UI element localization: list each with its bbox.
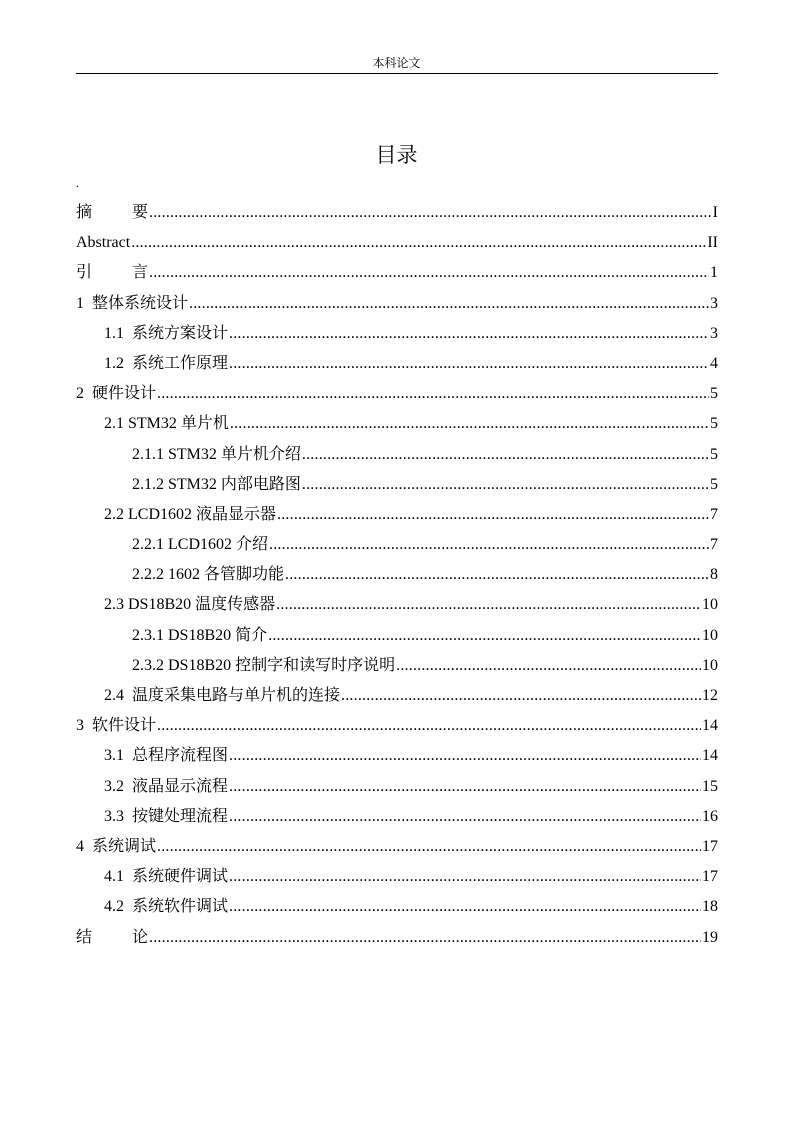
toc-entry-label — [76, 198, 148, 228]
toc-entry-number: 4 — [76, 837, 84, 855]
toc-entry-text: 温度采集电路与单片机的连接 — [132, 687, 341, 704]
toc-entry-label: 2.3 DS18B20 温度传感器 — [104, 596, 276, 614]
header-rule — [76, 73, 718, 74]
toc-entry-label — [104, 862, 228, 892]
toc-page-number: 3 — [710, 294, 718, 312]
toc-entry-number: 4.1 — [104, 868, 124, 886]
toc-entry-section-2-2[interactable] — [76, 500, 718, 530]
toc-entry-text: 系统软件调试 — [132, 898, 229, 916]
toc-leader-dots — [157, 832, 701, 862]
toc-entry-label-char: 结 — [76, 928, 93, 946]
toc-entry-label — [76, 711, 156, 741]
toc-page-number: 17 — [702, 868, 718, 886]
toc-entry-label-char: 要 — [132, 204, 149, 221]
toc-entry-label — [104, 349, 228, 379]
toc-entry-label — [76, 923, 148, 953]
toc-leader-dots — [396, 651, 701, 681]
toc-leader-dots — [229, 772, 701, 802]
toc-leader-dots — [131, 228, 706, 258]
toc-page-number: II — [707, 234, 718, 252]
toc-page-number: 5 — [710, 445, 718, 463]
toc-entry-introduction[interactable] — [76, 258, 718, 288]
toc-entry-section-2-3-2[interactable] — [76, 651, 718, 681]
toc-entry-text: 系统硬件调试 — [132, 868, 229, 886]
toc-entry-conclusion[interactable] — [76, 923, 718, 953]
toc-page-number: 16 — [702, 807, 718, 825]
toc-entry-label: 2.3.1 DS18B20 简介 — [132, 626, 268, 644]
toc-entry-section-2-1-2[interactable] — [76, 470, 718, 500]
toc-page-number: 14 — [702, 717, 718, 735]
toc-page-number: 15 — [702, 777, 718, 795]
toc-entry-section-3-3[interactable] — [76, 802, 718, 832]
toc-page-number: 7 — [710, 536, 718, 554]
toc-leader-dots — [277, 500, 709, 530]
toc-entry-label-char: 论 — [132, 928, 149, 946]
toc-page-number: 7 — [710, 505, 718, 523]
toc-entry-section-2-1-1[interactable] — [76, 440, 718, 470]
toc-page-number: 14 — [702, 747, 718, 765]
toc-leader-dots — [229, 349, 709, 379]
toc-leader-dots — [157, 711, 701, 741]
toc-entry-number: 3.1 — [104, 747, 124, 765]
toc-entry-label-char: 引 — [76, 264, 93, 282]
toc-leader-dots — [229, 319, 709, 349]
toc-leader-dots — [285, 560, 709, 590]
toc-entry-label-char: 摘 — [76, 204, 93, 221]
toc-entry-abstract-en[interactable] — [76, 228, 718, 258]
toc-entry-number: 4.2 — [104, 898, 124, 916]
toc-entry-label — [76, 832, 156, 862]
toc-entry-label: 2.1.2 STM32 内部电路图 — [132, 475, 301, 493]
toc-entry-section-1-1[interactable] — [76, 319, 718, 349]
toc-leader-dots — [229, 892, 701, 922]
toc-entry-label — [76, 258, 148, 288]
toc-entry-label — [104, 802, 228, 832]
toc-page-number: 8 — [710, 566, 718, 584]
toc-entry-number: 2.4 — [104, 687, 124, 704]
toc-entry-number: 3.3 — [104, 807, 124, 825]
toc-entry-chapter-1[interactable] — [76, 289, 718, 319]
toc-leader-dots — [149, 198, 712, 228]
toc-leader-dots — [149, 258, 709, 288]
toc-leader-dots — [341, 681, 701, 711]
toc-entry-text: 系统方案设计 — [132, 324, 229, 342]
toc-page-number: I — [712, 204, 718, 221]
toc-entry-number: 1.1 — [104, 324, 124, 342]
toc-leader-dots — [269, 530, 709, 560]
toc-page-number: 5 — [710, 385, 718, 403]
toc-entry-section-2-1[interactable] — [76, 409, 718, 439]
toc-entry-label: 2.2 LCD1602 液晶显示器 — [104, 505, 277, 523]
toc-entry-text: 按键处理流程 — [132, 807, 229, 825]
toc-entry-section-4-2[interactable] — [76, 892, 718, 922]
toc-entry-text: 液晶显示流程 — [132, 777, 229, 795]
toc-entry-label — [104, 772, 228, 802]
toc-entry-label: 2.1.1 STM32 单片机介绍 — [132, 445, 301, 463]
toc-entry-section-1-2[interactable] — [76, 349, 718, 379]
toc-entry-label: 2.2.1 LCD1602 介绍 — [132, 536, 269, 554]
toc-page-number: 10 — [702, 656, 718, 674]
table-of-contents — [76, 198, 718, 953]
toc-leader-dots — [229, 741, 701, 771]
toc-entry-chapter-3[interactable] — [76, 711, 718, 741]
toc-page-number: 4 — [710, 354, 718, 372]
toc-entry-text: 软件设计 — [92, 717, 157, 735]
toc-title: 目录 — [375, 143, 418, 167]
toc-page-number: 18 — [702, 898, 718, 916]
toc-page-number: 5 — [710, 415, 718, 433]
toc-entry-number: 3.2 — [104, 777, 124, 795]
toc-entry-section-2-3-1[interactable] — [76, 621, 718, 651]
toc-page-number: 19 — [702, 928, 718, 946]
toc-entry-section-2-4[interactable] — [76, 681, 718, 711]
toc-entry-number: 2 — [76, 385, 84, 403]
toc-page-number: 1 — [710, 264, 718, 282]
toc-page-number: 3 — [710, 324, 718, 342]
toc-entry-label — [104, 681, 340, 711]
toc-leader-dots — [230, 409, 709, 439]
toc-entry-abstract-cn[interactable] — [76, 198, 718, 228]
toc-leader-dots — [189, 289, 709, 319]
toc-entry-chapter-4[interactable] — [76, 832, 718, 862]
toc-entry-text: 系统调试 — [92, 837, 157, 855]
page-header: 本科论文 — [372, 56, 421, 70]
toc-entry-section-3-1[interactable] — [76, 741, 718, 771]
toc-entry-text: 总程序流程图 — [132, 747, 229, 765]
toc-page-number: 17 — [702, 837, 718, 855]
toc-page-number: 10 — [702, 596, 718, 614]
toc-entry-label: 2.2.2 1602 各管脚功能 — [132, 566, 285, 584]
toc-entry-number: 3 — [76, 717, 84, 735]
toc-entry-text: 整体系统设计 — [92, 294, 189, 312]
toc-leader-dots — [229, 862, 701, 892]
toc-leader-dots — [302, 440, 709, 470]
toc-entry-label — [76, 379, 156, 409]
toc-entry-section-2-2-2[interactable] — [76, 560, 718, 590]
toc-leader-dots — [302, 470, 709, 500]
toc-entry-chapter-2[interactable] — [76, 379, 718, 409]
toc-entry-label: Abstract — [76, 234, 131, 252]
toc-entry-section-3-2[interactable] — [76, 772, 718, 802]
toc-leader-dots — [268, 621, 701, 651]
stray-mark: . — [76, 176, 79, 190]
toc-page-number: 12 — [702, 687, 718, 704]
toc-entry-label — [104, 319, 228, 349]
toc-entry-number: 1 — [76, 294, 84, 312]
toc-leader-dots — [229, 802, 701, 832]
toc-entry-text: 硬件设计 — [92, 385, 157, 403]
toc-entry-text: 系统工作原理 — [132, 354, 229, 372]
toc-page-number: 10 — [702, 626, 718, 644]
toc-entry-section-4-1[interactable] — [76, 862, 718, 892]
toc-leader-dots — [157, 379, 709, 409]
toc-entry-label — [104, 741, 228, 771]
toc-entry-label — [104, 892, 228, 922]
toc-entry-section-2-2-1[interactable] — [76, 530, 718, 560]
toc-entry-label-char: 言 — [132, 264, 149, 282]
toc-leader-dots — [149, 923, 701, 953]
toc-entry-label: 2.3.2 DS18B20 控制字和读写时序说明 — [132, 656, 396, 674]
toc-entry-number: 1.2 — [104, 354, 124, 372]
toc-leader-dots — [276, 590, 701, 620]
toc-page-number: 5 — [710, 475, 718, 493]
toc-entry-label: 2.1 STM32 单片机 — [104, 415, 229, 433]
toc-entry-section-2-3[interactable] — [76, 590, 718, 620]
toc-entry-label — [76, 289, 188, 319]
